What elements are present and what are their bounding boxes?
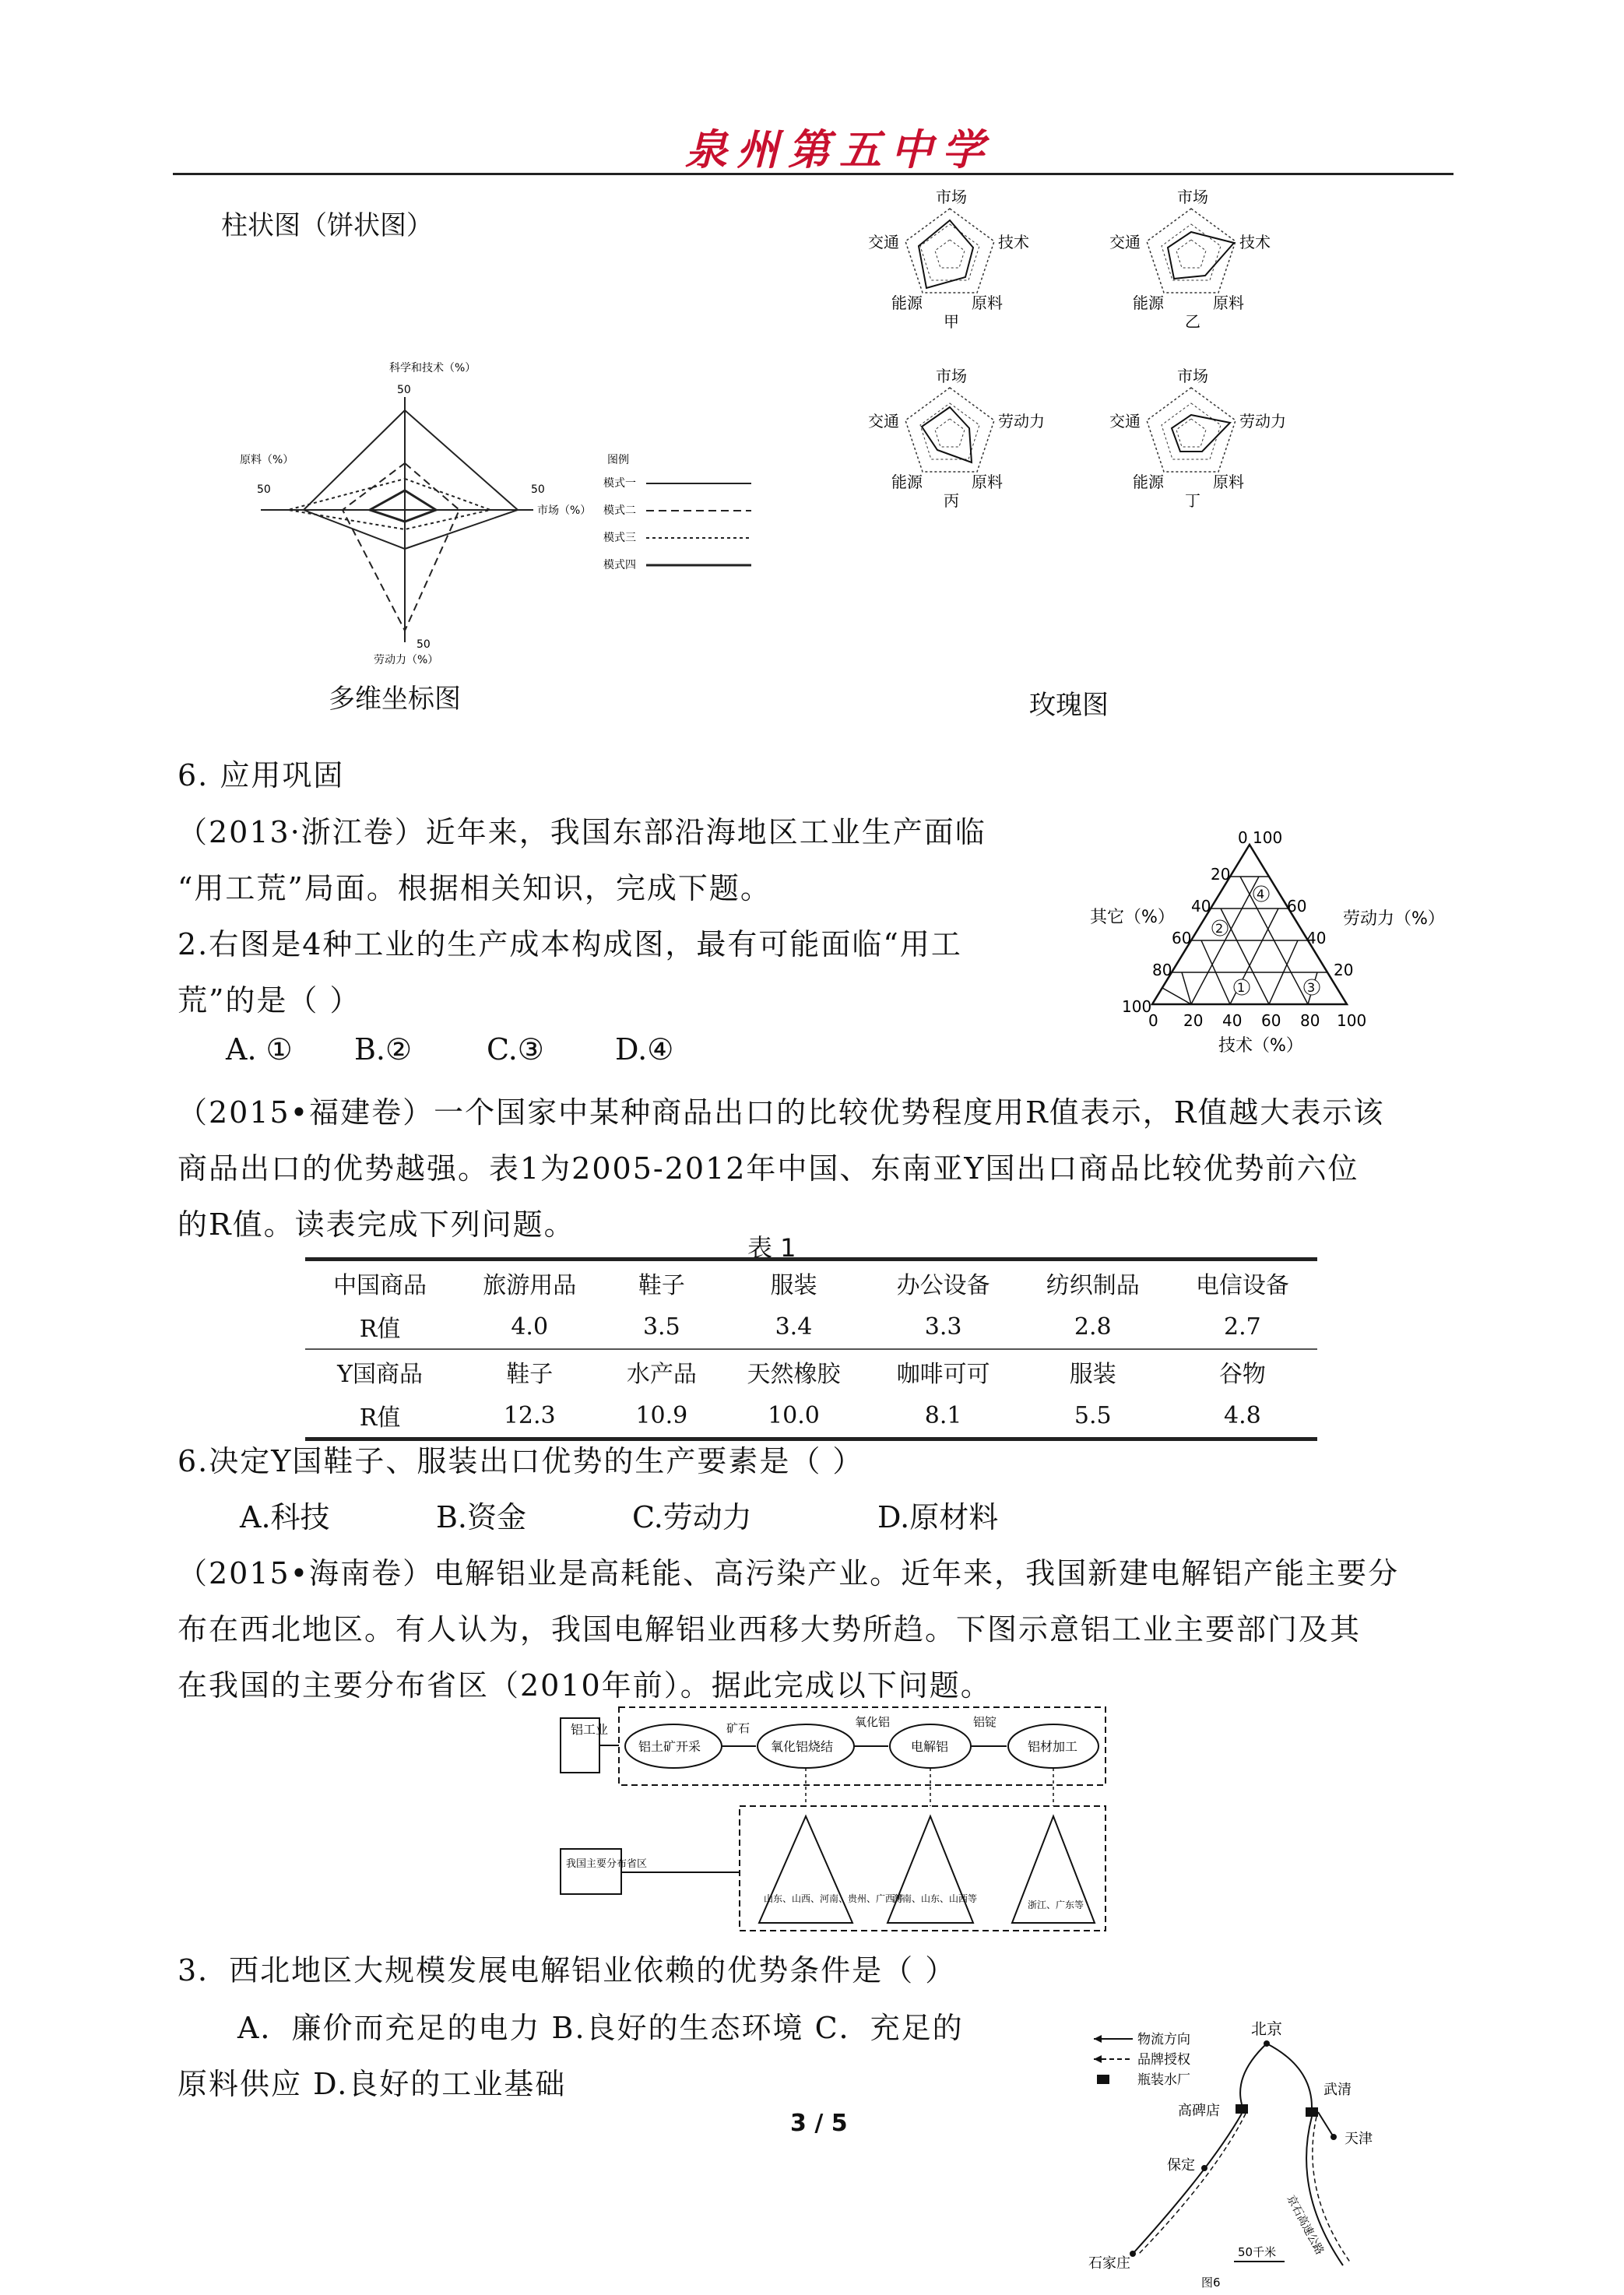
svg-text:20: 20 (1334, 961, 1354, 979)
svg-text:市场: 市场 (1177, 188, 1208, 206)
svg-text:20: 20 (1211, 865, 1231, 884)
svg-text:100: 100 (1122, 997, 1152, 1016)
legend-item-2: 模式二 (603, 504, 636, 517)
svg-text:矿石: 矿石 (726, 1721, 750, 1735)
svg-text:60: 60 (1261, 1011, 1281, 1030)
svg-text:北京: 北京 (1251, 2020, 1282, 2038)
svg-text:物流方向: 物流方向 (1137, 2032, 1190, 2047)
svg-text:铝工业: 铝工业 (571, 1722, 609, 1737)
ternary-bottom-label: 技术（%） (1218, 1036, 1303, 1056)
q6-option-a: A.科技 (240, 1500, 330, 1534)
question-3: 3．西北地区大规模发展电解铝业依赖的优势条件是（ ） (178, 1953, 957, 1987)
svg-text:氧化铝烧结: 氧化铝烧结 (771, 1739, 834, 1754)
axis-right-label: 市场（%） (537, 504, 592, 517)
rose-diagrams (841, 177, 1323, 551)
svg-text:京石高速公路: 京石高速公路 (1284, 2193, 1327, 2258)
rose-diagram-jia (868, 188, 1029, 331)
svg-text:高碑店: 高碑店 (1178, 2103, 1220, 2119)
passage-2-line-3: 的R值。读表完成下列问题。 (178, 1207, 575, 1242)
svg-text:原料: 原料 (1213, 293, 1244, 312)
svg-text:100: 100 (1253, 829, 1283, 847)
axis-left-tick: 50 (257, 483, 271, 496)
svg-text:技术: 技术 (998, 233, 1029, 251)
svg-text:瓶装水厂: 瓶装水厂 (1137, 2072, 1190, 2088)
svg-text:20: 20 (1183, 1011, 1204, 1030)
q2-option-a: A. ① (226, 1032, 293, 1067)
svg-text:原料: 原料 (972, 293, 1003, 312)
svg-text:80: 80 (1300, 1011, 1320, 1030)
svg-text:乙: 乙 (1185, 312, 1200, 331)
passage-2-line-1: （2015•福建卷）一个国家中某种商品出口的比较优势程度用R值表示，R值越大表示该 (178, 1095, 1385, 1130)
svg-text:能源: 能源 (1133, 293, 1164, 312)
table-row: R值 4.0 3.5 3.4 3.3 2.8 2.7 (359, 1313, 1261, 1343)
q2-option-c: C.③ (487, 1032, 544, 1067)
mode-one-shape (304, 410, 518, 549)
table-row: 中国商品 旅游用品 鞋子 服装 办公设备 纺织制品 电信设备 (305, 1260, 1317, 1306)
q6-option-b: B.资金 (436, 1500, 527, 1534)
svg-text:丙: 丙 (944, 491, 959, 510)
svg-text:市场: 市场 (936, 188, 967, 206)
q6-option-d: D.原材料 (877, 1500, 999, 1534)
svg-text:0: 0 (1238, 829, 1248, 847)
svg-text:电解铝: 电解铝 (911, 1739, 949, 1754)
axis-top-tick: 50 (397, 384, 411, 396)
q6-option-c: C.劳动力 (632, 1500, 752, 1534)
svg-text:我国主要分布省区: 我国主要分布省区 (566, 1858, 648, 1870)
passage-1-line-2: “用工荒”局面。根据相关知识，完成下题。 (178, 871, 772, 905)
q2-option-d: D.④ (615, 1032, 674, 1067)
ternary-right-label: 劳动力（%） (1343, 909, 1445, 929)
mode-four-shape (370, 490, 436, 522)
passage-3-line-2: 布在西北地区。有人认为，我国电解铝业西移大势所趋。下图示意铝工业主要部门及其 (178, 1612, 1362, 1647)
svg-text:山东、山西、河南、贵州、广西等: 山东、山西、河南、贵州、广西等 (764, 1893, 905, 1904)
table-1-title: 表 1 (747, 1233, 796, 1263)
svg-text:40: 40 (1306, 929, 1327, 947)
svg-text:交通: 交通 (868, 233, 899, 251)
axis-bottom-tick: 50 (417, 638, 431, 651)
table-1 (305, 1257, 1317, 1441)
bar-pie-label: 柱状图（饼状图） (221, 210, 433, 241)
svg-text:市场: 市场 (936, 367, 967, 385)
question-2-line-2: 荒”的是（ ） (178, 983, 361, 1017)
svg-text:丁: 丁 (1185, 491, 1200, 510)
passage-1-line-1: （2013·浙江卷）近年来，我国东部沿海地区工业生产面临 (178, 815, 986, 849)
svg-text:2: 2 (1215, 921, 1224, 936)
svg-text:交通: 交通 (868, 412, 899, 431)
logistics-map (1086, 2020, 1397, 2293)
axis-right-tick: 50 (531, 483, 545, 496)
svg-text:能源: 能源 (1133, 473, 1164, 491)
svg-text:80: 80 (1152, 961, 1172, 979)
passage-2-line-2: 商品出口的优势越强。表1为2005-2012年中国、东南亚Y国出口商品比较优势前六位 (178, 1151, 1359, 1186)
svg-text:0: 0 (1148, 1011, 1158, 1030)
mode-three-shape (288, 479, 490, 529)
svg-text:劳动力: 劳动力 (1239, 412, 1286, 431)
ternary-left-label: 其它（%） (1090, 908, 1175, 927)
question-3-options-line-1: A．廉价而充足的电力 B.良好的生态环境 C．充足的 (237, 2011, 964, 2045)
legend-item-1: 模式一 (603, 477, 636, 490)
svg-text:天津: 天津 (1345, 2131, 1373, 2147)
question-6: 6.决定Y国鞋子、服装出口优势的生产要素是（ ） (178, 1444, 864, 1478)
axis-left-label: 原料（%） (240, 454, 294, 466)
passage-3-line-1: （2015•海南卷）电解铝业是高耗能、高污染产业。近年来，我国新建电解铝产能主要分 (178, 1556, 1400, 1590)
table-row: R值 12.3 10.9 10.0 8.1 5.5 4.8 (305, 1394, 1317, 1439)
svg-text:1: 1 (1237, 980, 1246, 995)
svg-text:河南、山东、山西等: 河南、山东、山西等 (893, 1893, 978, 1904)
svg-text:市场: 市场 (1177, 367, 1208, 385)
svg-text:4: 4 (1257, 887, 1265, 901)
svg-text:交通: 交通 (1109, 412, 1141, 431)
svg-text:劳动力: 劳动力 (998, 412, 1045, 431)
svg-text:60: 60 (1287, 897, 1307, 916)
legend-item-4: 模式四 (603, 559, 636, 571)
section-6-heading: 6. 应用巩固 (178, 758, 345, 793)
svg-text:40: 40 (1222, 1011, 1243, 1030)
svg-text:甲: 甲 (944, 312, 959, 331)
ternary-diagram (1086, 829, 1460, 1063)
aluminum-industry-diagram (557, 1701, 1113, 1935)
svg-text:铝锭: 铝锭 (973, 1715, 997, 1729)
axis-top-label: 科学和技术（%） (389, 362, 476, 374)
svg-text:武清: 武清 (1323, 2082, 1352, 2098)
svg-text:60: 60 (1172, 929, 1192, 947)
school-header-title: 泉州第五中学 (685, 125, 993, 174)
svg-text:技术: 技术 (1239, 233, 1271, 251)
table-row: Y国商品 鞋子 水产品 天然橡胶 咖啡可可 服装 谷物 (305, 1349, 1317, 1394)
svg-text:铝土矿开采: 铝土矿开采 (638, 1739, 701, 1754)
svg-text:石家庄: 石家庄 (1088, 2255, 1130, 2272)
svg-text:能源: 能源 (891, 293, 923, 312)
svg-text:保定: 保定 (1167, 2157, 1195, 2174)
svg-text:原料: 原料 (1213, 473, 1244, 491)
rose-caption: 玫瑰图 (1029, 690, 1109, 721)
rose-diagram-bing (868, 367, 1045, 510)
svg-text:氧化铝: 氧化铝 (855, 1715, 891, 1729)
svg-text:图6: 图6 (1201, 2276, 1221, 2290)
legend-item-3: 模式三 (603, 532, 636, 544)
axis-bottom-label: 劳动力（%） (374, 654, 439, 666)
rose-diagram-ding (1109, 367, 1286, 510)
svg-text:浙江、广东等: 浙江、广东等 (1028, 1900, 1084, 1910)
legend-title: 图例 (607, 454, 629, 466)
svg-text:50千米: 50千米 (1238, 2245, 1277, 2259)
passage-3-line-3: 在我国的主要分布省区（2010年前）。据此完成以下问题。 (178, 1668, 992, 1703)
svg-text:40: 40 (1191, 897, 1211, 916)
svg-text:品牌授权: 品牌授权 (1137, 2052, 1190, 2068)
svg-text:交通: 交通 (1109, 233, 1141, 251)
svg-text:3: 3 (1307, 980, 1316, 995)
multi-axis-chart (234, 354, 779, 681)
page-number: 3 / 5 (790, 2110, 848, 2137)
svg-text:100: 100 (1337, 1011, 1367, 1030)
question-2-line-1: 2.右图是4种工业的生产成本构成图，最有可能面临“用工 (178, 927, 962, 961)
q2-option-b: B.② (354, 1032, 413, 1067)
header-rule (173, 173, 1454, 175)
svg-text:能源: 能源 (891, 473, 923, 491)
question-3-options-line-2: 原料供应 D.良好的工业基础 (178, 2067, 567, 2101)
rose-diagram-yi (1109, 188, 1271, 331)
svg-text:原料: 原料 (972, 473, 1003, 491)
svg-text:铝材加工: 铝材加工 (1028, 1739, 1078, 1754)
multi-axis-caption: 多维坐标图 (329, 684, 461, 715)
